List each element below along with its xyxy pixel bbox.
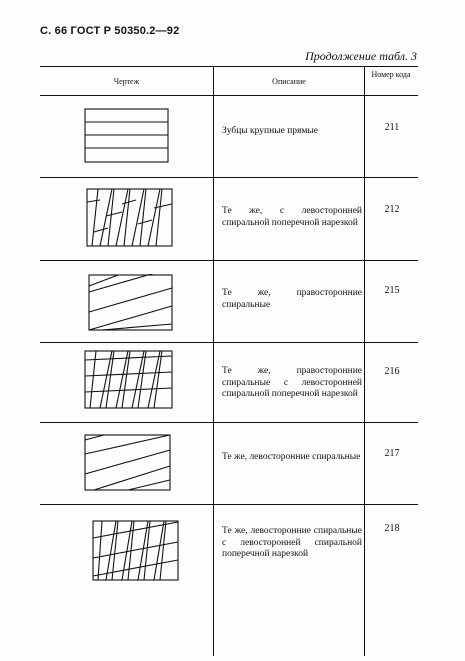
left-spiral-left-cut-drawing bbox=[92, 520, 180, 582]
table-header-rule bbox=[40, 95, 418, 96]
column-divider-1 bbox=[213, 66, 214, 656]
row-rule bbox=[40, 177, 418, 178]
row-code: 217 bbox=[384, 448, 400, 459]
left-spiral-cross-cut-drawing bbox=[86, 188, 174, 248]
right-spiral-left-cut-drawing bbox=[84, 350, 174, 410]
row-code: 216 bbox=[384, 366, 400, 377]
row-description: Те же, левосторонние спиральные с левосторонней спиральной поперечной нарезкой bbox=[222, 526, 362, 559]
row-code: 212 bbox=[384, 204, 400, 215]
row-rule bbox=[40, 504, 418, 505]
page-header: С. 66 ГОСТ Р 50350.2—92 bbox=[40, 25, 180, 37]
row-description: Зубцы крупные прямые bbox=[222, 126, 319, 136]
left-spiral-drawing bbox=[84, 434, 172, 492]
row-description: Те же, с левосторонней спиральной поперечной нарезкой bbox=[222, 206, 362, 228]
row-code: 215 bbox=[384, 285, 400, 296]
right-spiral-drawing bbox=[88, 274, 174, 332]
column-header-description: Описание bbox=[272, 77, 306, 86]
row-code: 218 bbox=[384, 523, 400, 534]
column-divider-2 bbox=[364, 66, 365, 656]
row-rule bbox=[40, 342, 418, 343]
column-header-drawing: Чертеж bbox=[113, 77, 140, 86]
column-header-code: Номер кода bbox=[371, 70, 411, 79]
row-rule bbox=[40, 260, 418, 261]
straight-teeth-drawing bbox=[84, 108, 170, 164]
table-top-rule bbox=[40, 66, 418, 67]
row-description: Те же, правосторонние спиральные bbox=[222, 288, 362, 310]
row-description: Те же, левосторонние спиральные bbox=[222, 452, 361, 462]
row-description: Те же, правосторонние спиральные с левосторонней спиральной поперечной нарезкой bbox=[222, 366, 362, 399]
table-continuation-label: Продолжение табл. 3 bbox=[305, 49, 417, 63]
row-code: 211 bbox=[384, 122, 400, 133]
row-rule bbox=[40, 422, 418, 423]
